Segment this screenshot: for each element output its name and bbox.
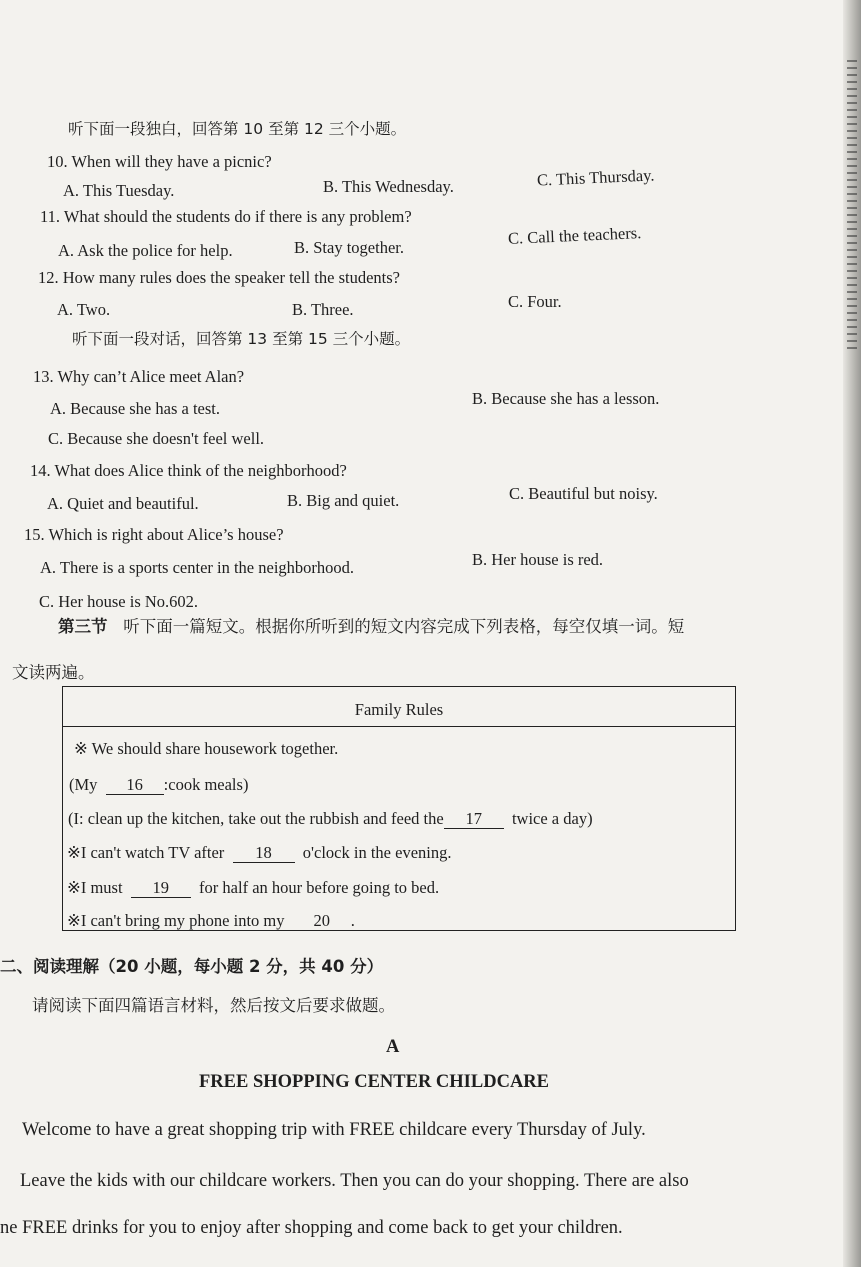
question-11: 11. What should the students do if there is any problem? bbox=[40, 207, 412, 226]
q13-option-c: C. Because she doesn't feel well. bbox=[48, 429, 265, 448]
blank-20: 20 bbox=[293, 913, 351, 931]
q15-option-b: B. Her house is red. bbox=[472, 550, 604, 569]
table-row-6 bbox=[67, 913, 355, 931]
question-13: 13. Why can’t Alice meet Alan? bbox=[33, 367, 245, 386]
section-dialogue-instruction: 听下面一段对话，回答第 13 至第 15 三个小题。 bbox=[72, 330, 411, 348]
section-monologue-instruction: 听下面一段独白，回答第 10 至第 12 三个小题。 bbox=[68, 120, 407, 138]
table-row-3 bbox=[68, 811, 593, 829]
table-row-1: ※ We should share housework together. bbox=[74, 739, 339, 758]
table-title: Family Rules bbox=[354, 700, 444, 719]
row4-suffix: o'clock in the evening. bbox=[302, 843, 452, 862]
table-row-5 bbox=[67, 880, 439, 898]
row6-prefix: ※I can't bring my phone into my bbox=[67, 911, 285, 930]
q12-option-b: B. Three. bbox=[292, 300, 354, 319]
q15-option-a: A. There is a sports center in the neighborhood. bbox=[40, 558, 355, 577]
q12-option-c: C. Four. bbox=[508, 292, 562, 311]
part3-label: 第三节 bbox=[58, 617, 108, 636]
q14-option-b: B. Big and quiet. bbox=[287, 491, 400, 510]
part3-instruction bbox=[58, 619, 684, 636]
question-15: 15. Which is right about Alice’s house? bbox=[24, 525, 284, 544]
row5-prefix: ※I must bbox=[67, 878, 123, 897]
q13-option-a: A. Because she has a test. bbox=[50, 399, 220, 418]
part3-text-line1: 听下面一篇短文。根据你所听到的短文内容完成下列表格，每空仅填一词。短 bbox=[123, 617, 685, 636]
question-14: 14. What does Alice think of the neighborhood? bbox=[30, 461, 347, 480]
reading-instruction: 请阅读下面四篇语言材料，然后按文后要求做题。 bbox=[32, 996, 395, 1015]
q14-option-c: C. Beautiful but noisy. bbox=[509, 484, 658, 503]
family-rules-table bbox=[62, 686, 736, 931]
q15-option-c: C. Her house is No.602. bbox=[39, 592, 199, 611]
q12-option-a: A. Two. bbox=[57, 300, 111, 319]
reading-section-heading: 二、阅读理解（20 小题，每小题 2 分，共 40 分） bbox=[0, 957, 384, 976]
row3-suffix: twice a day) bbox=[511, 809, 593, 828]
q11-option-c: C. Call the teachers. bbox=[507, 223, 642, 248]
passage-paragraph-2: Leave the kids with our childcare workers. Then you can do your shopping. There are also bbox=[20, 1171, 689, 1191]
row2-suffix: :cook meals) bbox=[163, 775, 249, 794]
question-12: 12. How many rules does the speaker tell the students? bbox=[38, 268, 400, 287]
blank-16: 16 bbox=[106, 777, 164, 795]
table-row-2 bbox=[69, 777, 248, 795]
passage-letter: A bbox=[386, 1037, 400, 1057]
row3-prefix: (I: clean up the kitchen, take out the rubbish and feed the bbox=[68, 809, 444, 828]
q10-option-b: B. This Wednesday. bbox=[323, 177, 454, 196]
q14-option-a: A. Quiet and beautiful. bbox=[47, 494, 199, 513]
page-edge bbox=[843, 0, 861, 1267]
q11-option-b: B. Stay together. bbox=[294, 238, 404, 257]
table-row-4 bbox=[67, 845, 451, 863]
q10-option-a: A. This Tuesday. bbox=[63, 181, 175, 200]
q10-option-c: C. This Thursday. bbox=[536, 165, 655, 190]
row6-suffix: . bbox=[350, 911, 355, 930]
blank-17: 17 bbox=[444, 811, 504, 829]
blank-19: 19 bbox=[131, 880, 191, 898]
passage-paragraph-3: ne FREE drinks for you to enjoy after shopping and come back to get your children. bbox=[0, 1218, 623, 1238]
blank-18: 18 bbox=[233, 845, 295, 863]
row5-suffix: for half an hour before going to bed. bbox=[199, 878, 440, 897]
binding-marks bbox=[847, 60, 857, 350]
part3-text-line2: 文读两遍。 bbox=[12, 663, 95, 682]
q11-option-a: A. Ask the police for help. bbox=[58, 241, 233, 260]
question-10: 10. When will they have a picnic? bbox=[47, 152, 272, 171]
row2-prefix: (My bbox=[69, 775, 98, 794]
table-header bbox=[63, 687, 735, 727]
q13-option-b: B. Because she has a lesson. bbox=[472, 389, 660, 408]
passage-paragraph-1: Welcome to have a great shopping trip with FREE childcare every Thursday of July. bbox=[22, 1120, 646, 1140]
row4-prefix: ※I can't watch TV after bbox=[67, 843, 225, 862]
passage-title: FREE SHOPPING CENTER CHILDCARE bbox=[199, 1072, 550, 1092]
